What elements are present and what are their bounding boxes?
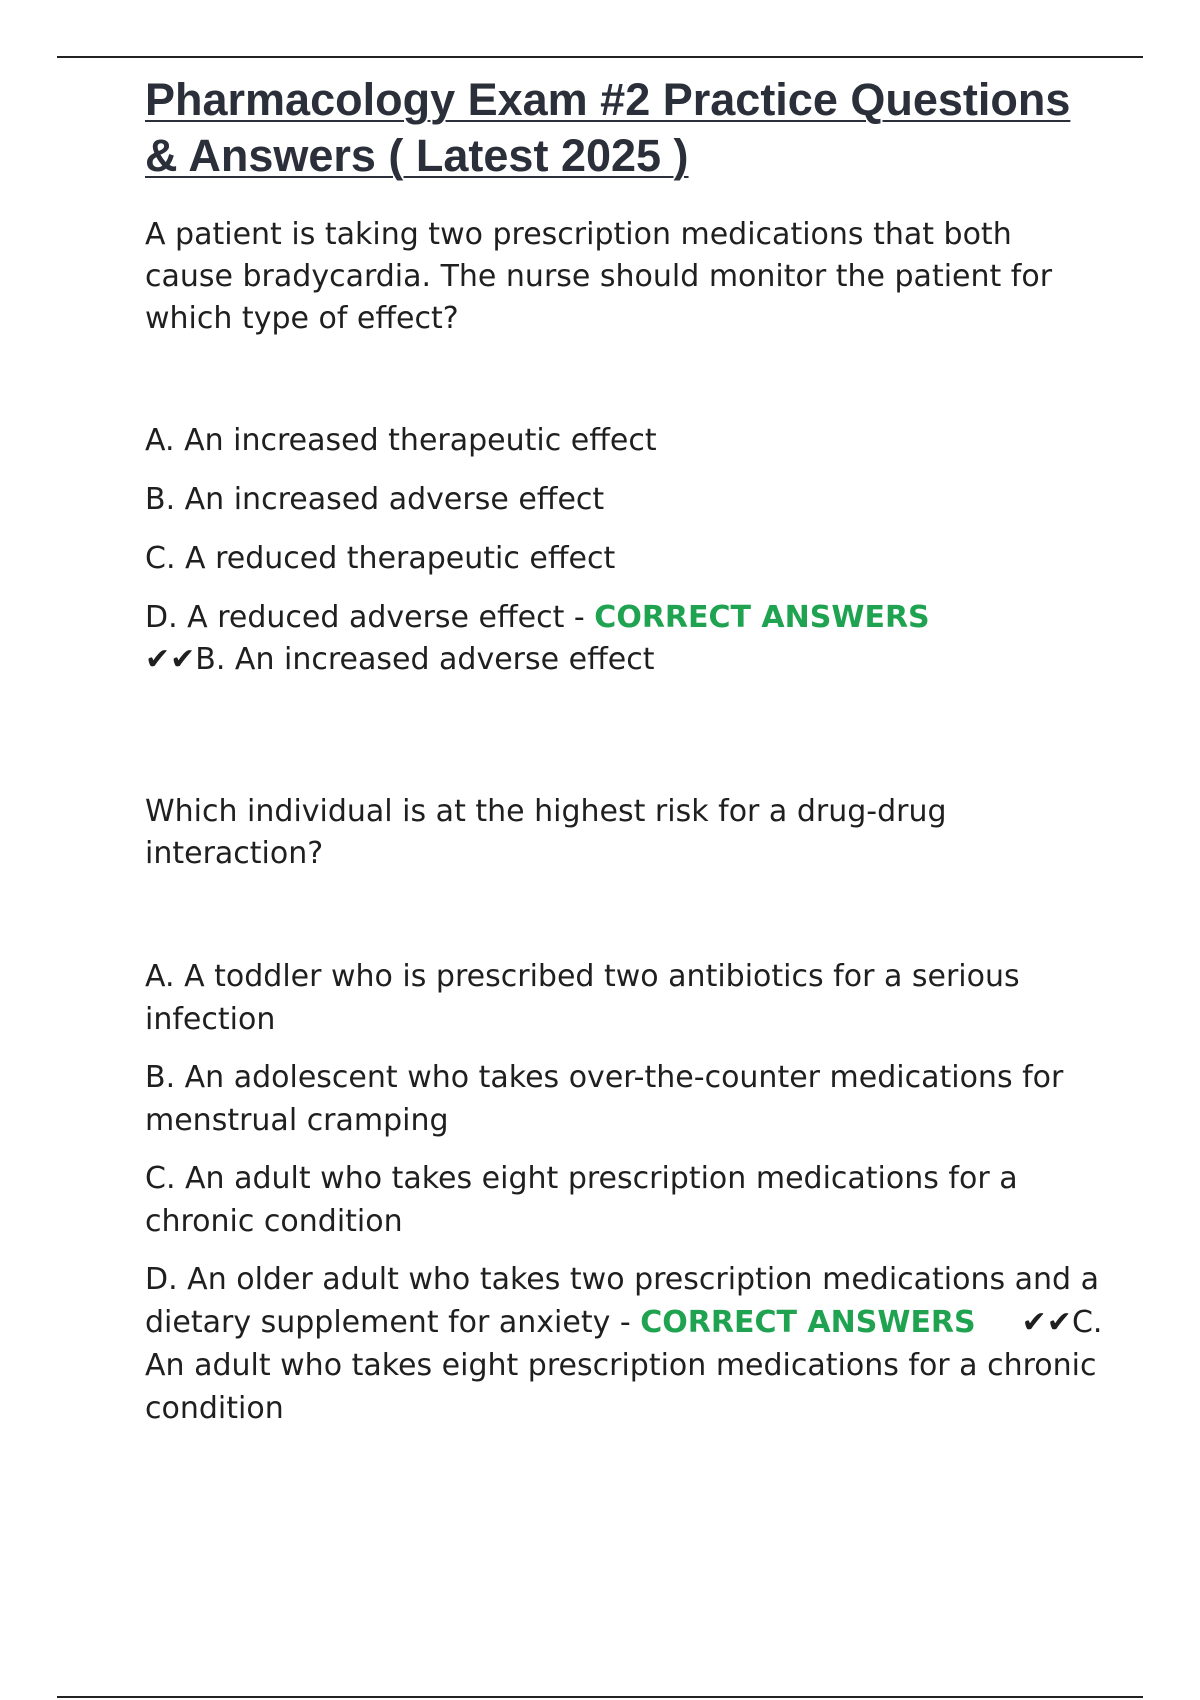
- correct-answers-label: CORRECT ANSWERS: [640, 1305, 976, 1340]
- option-a: A. An increased therapeutic effect: [145, 423, 657, 458]
- question-stem: Which individual is at the highest risk for a drug-drug interaction?: [145, 794, 947, 871]
- question-block-1: [145, 214, 1105, 681]
- option-b: B. An increased adverse effect: [145, 482, 605, 517]
- checkmark-icon: ✔✔: [1021, 1305, 1072, 1340]
- option-a: A. A toddler who is prescribed two antibiotics for a serious infection: [145, 959, 1020, 1037]
- checkmark-icon: ✔✔: [145, 642, 196, 677]
- page-title: Pharmacology Exam #2 Practice Questions & Answers ( Latest 2025 ): [145, 74, 1071, 181]
- answer-text: B. An increased adverse effect: [195, 642, 655, 677]
- option-c: C. An adult who takes eight prescription medications for a chronic condition: [145, 1161, 1018, 1239]
- question-stem: A patient is taking two prescription medications that both cause bradycardia. The nurse should monitor the patient for which type of effect?: [145, 217, 1053, 336]
- option-d-with-answer: [145, 1258, 1105, 1430]
- header-rule: [57, 56, 1143, 58]
- option-b: B. An adolescent who takes over-the-counter medications for menstrual cramping: [145, 1060, 1064, 1138]
- option-d-text: D. A reduced adverse effect -: [145, 600, 585, 635]
- answer-text: C. An adult who takes eight prescription medications for a chronic condition: [145, 1305, 1103, 1426]
- option-list: [145, 420, 1105, 681]
- option-d-text: D. An older adult who takes two prescription medications and a dietary supplement for anxiety -: [145, 1262, 1100, 1340]
- question-block-2: [145, 791, 1105, 1430]
- document-body: [145, 72, 1105, 1430]
- option-c: C. A reduced therapeutic effect: [145, 541, 616, 576]
- footer-rule: [57, 1696, 1143, 1698]
- correct-answers-label: CORRECT ANSWERS: [594, 600, 930, 635]
- option-list: [145, 955, 1105, 1430]
- option-d-with-answer: [145, 597, 1105, 681]
